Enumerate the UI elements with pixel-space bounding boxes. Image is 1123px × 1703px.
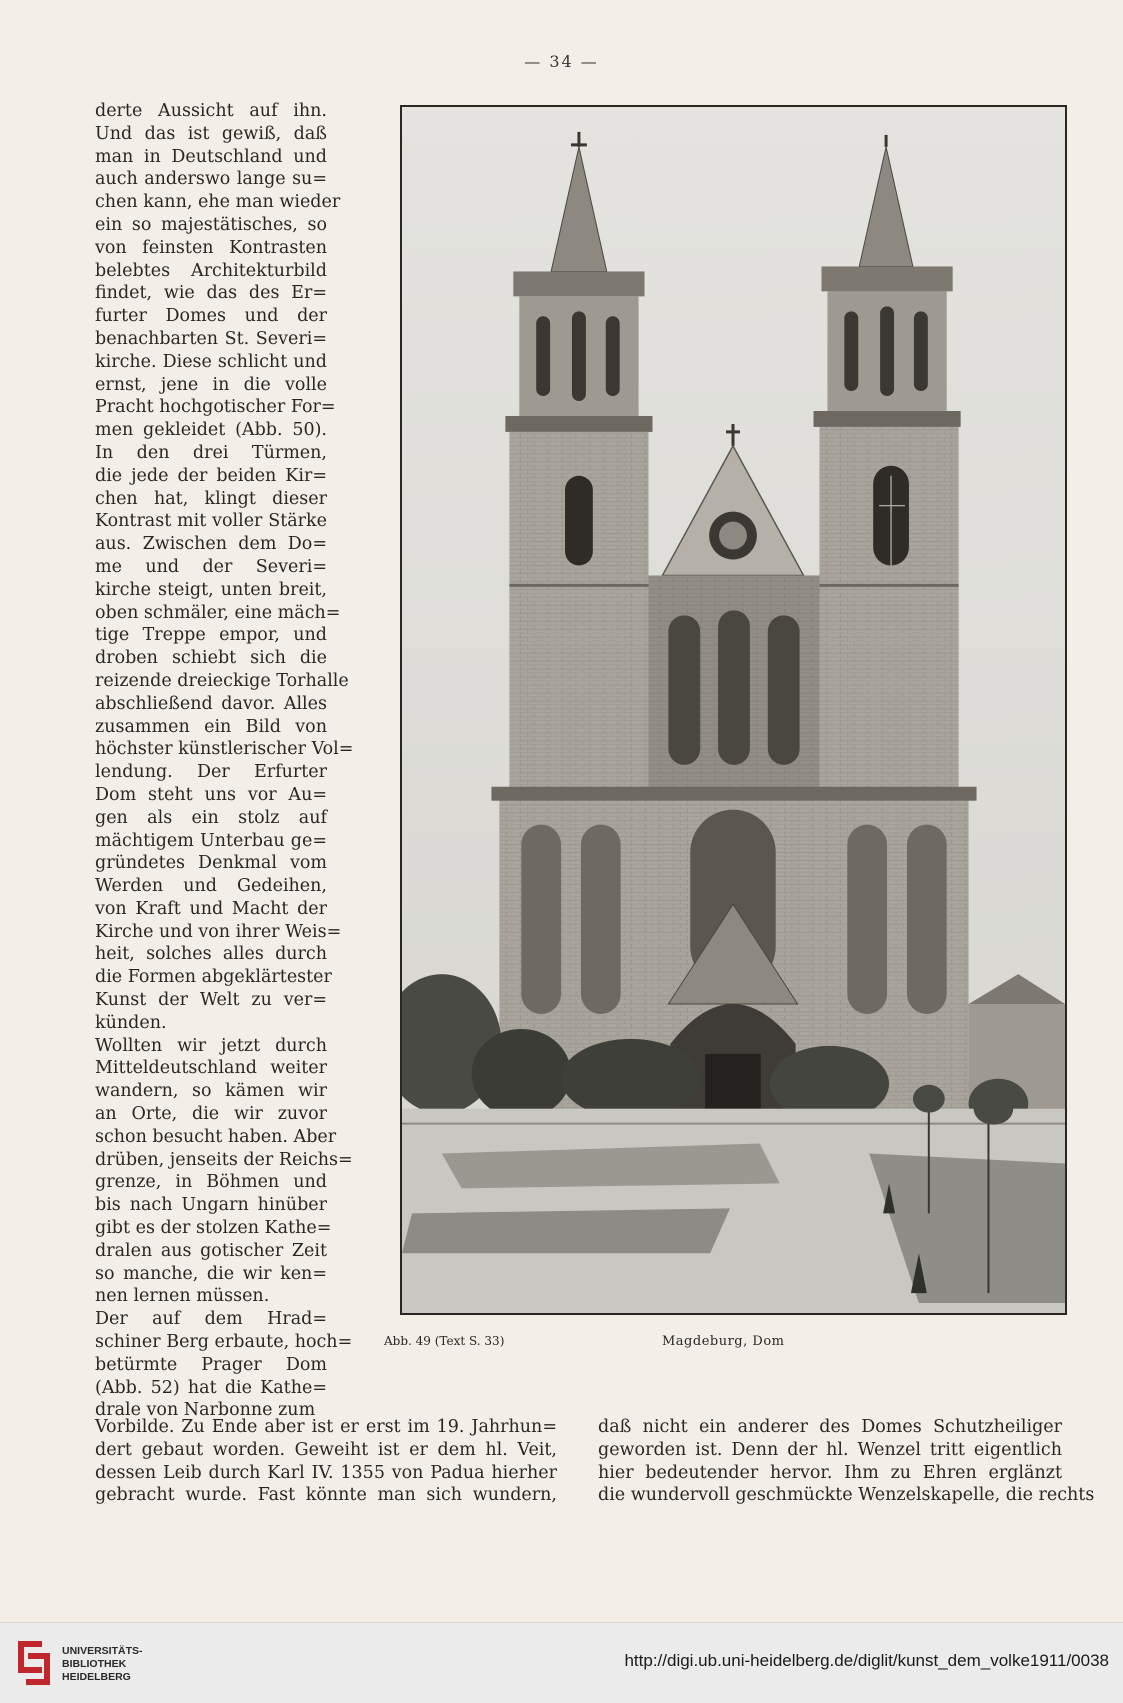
library-name-line: UNIVERSITÄTS-: [62, 1645, 143, 1657]
text-line: wandern, so kämen wir: [95, 1081, 327, 1102]
library-name-line: BIBLIOTHEK: [62, 1658, 127, 1670]
text-line: droben schiebt sich die: [95, 648, 327, 669]
text-line: furter Domes und der: [95, 306, 327, 327]
text-line: Der auf dem Hrad=: [95, 1309, 327, 1330]
text-line: Werden und Gedeihen,: [95, 876, 327, 897]
text-line: schon besucht haben. Aber: [95, 1126, 337, 1147]
text-line: aus. Zwischen dem Do=: [95, 534, 327, 555]
left-text-column: [95, 100, 354, 1422]
text-line: reizende dreieckige Torhalle: [95, 670, 349, 691]
text-line: Mitteldeutschland weiter: [95, 1058, 327, 1079]
cathedral-photo: [400, 105, 1067, 1315]
page-number: — 34 —: [524, 52, 599, 71]
text-line: von feinsten Kontrasten: [95, 237, 327, 258]
text-line: gibt es der stolzen Kathe=: [95, 1218, 332, 1239]
university-library-logo-icon: [12, 1633, 56, 1693]
text-line: dralen aus gotischer Zeit: [95, 1240, 327, 1261]
text-line: grenze, in Böhmen und: [95, 1172, 327, 1193]
text-line: kirche steigt, unten breit,: [95, 579, 327, 600]
text-line: findet, wie das des Er=: [95, 283, 327, 304]
text-line: chen hat, klingt dieser: [95, 488, 327, 509]
library-name: [62, 1645, 143, 1684]
text-line: Und das ist gewiß, daß: [95, 123, 327, 144]
text-line: drüben, jenseits der Reichs=: [95, 1149, 353, 1170]
text-line: gebracht wurde. Fast könnte man sich wundern,: [95, 1485, 557, 1506]
text-line: Kirche und von ihrer Weis=: [95, 921, 342, 942]
text-line: chen kann, ehe man wieder: [95, 192, 341, 213]
text-line: an Orte, die wir zuvor: [95, 1104, 327, 1125]
text-line: die wundervoll geschmückte Wenzelskapelle, die rechts: [598, 1485, 1095, 1506]
text-line: bis nach Ungarn hinüber: [95, 1195, 327, 1216]
text-line: abschließend davor. Alles: [95, 693, 327, 714]
text-line: Dom steht uns vor Au=: [95, 784, 327, 805]
text-line: ein so majestätisches, so: [95, 214, 327, 235]
text-line: nen lernen müssen.: [95, 1286, 270, 1307]
text-line: künden.: [95, 1012, 167, 1033]
text-line: heit, solches alles durch: [95, 944, 327, 965]
library-name-line: HEIDELBERG: [62, 1671, 131, 1683]
library-footer: [0, 1622, 1123, 1703]
text-line: geworden ist. Denn der hl. Wenzel tritt eigentlich: [598, 1439, 1062, 1460]
text-line: kirche. Diese schlicht und: [95, 351, 327, 372]
text-line: Vorbilde. Zu Ende aber ist er erst im 19. Jahrhun=: [95, 1417, 557, 1437]
text-line: gründetes Denkmal vom: [95, 853, 327, 874]
text-line: Kontrast mit voller Stärke: [95, 511, 327, 532]
figure-caption-number: Abb. 49 (Text S. 33): [384, 1334, 505, 1348]
text-line: drale von Narbonne zum: [95, 1400, 316, 1421]
text-line: die jede der beiden Kir=: [95, 465, 327, 486]
text-line: höchster künstlerischer Vol=: [95, 739, 354, 760]
text-line: dessen Leib durch Karl IV. 1355 von Padua hierher: [95, 1462, 557, 1483]
text-line: mächtigem Unterbau ge=: [95, 830, 327, 851]
text-line: Kunst der Welt zu ver=: [95, 990, 327, 1011]
text-line: derte Aussicht auf ihn.: [95, 101, 327, 121]
text-line: lendung. Der Erfurter: [95, 762, 327, 783]
text-line: zusammen ein Bild von: [95, 716, 327, 737]
bottom-left-text-column: [95, 1416, 557, 1507]
text-line: me und der Severi=: [95, 556, 327, 577]
text-line: daß nicht ein anderer des Domes Schutzheiliger: [598, 1417, 1062, 1437]
text-line: die Formen abgeklärtester: [95, 967, 332, 988]
text-line: ernst, jene in die volle: [95, 374, 327, 395]
text-line: tige Treppe empor, und: [95, 625, 327, 646]
text-line: schiner Berg erbaute, hoch=: [95, 1332, 353, 1353]
text-line: Wollten wir jetzt durch: [95, 1035, 327, 1056]
text-line: benachbarten St. Severi=: [95, 328, 327, 349]
text-line: von Kraft und Macht der: [95, 898, 327, 919]
figure-caption-title: Magdeburg, Dom: [662, 1334, 785, 1349]
text-line: (Abb. 52) hat die Kathe=: [95, 1377, 327, 1398]
text-line: hier bedeutender hervor. Ihm zu Ehren erglänzt: [598, 1462, 1062, 1483]
magdeburg-cathedral-illustration: [402, 107, 1065, 1313]
text-line: belebtes Architekturbild: [95, 260, 327, 281]
text-line: auch anderswo lange su=: [95, 169, 327, 190]
text-line: Pracht hochgotischer For=: [95, 397, 336, 418]
text-line: In den drei Türmen,: [95, 442, 327, 463]
bottom-right-text-column: [598, 1416, 1095, 1507]
source-url-link[interactable]: http://digi.ub.uni-heidelberg.de/diglit/kunst_dem_volke1911/0038: [624, 1651, 1109, 1670]
text-line: oben schmäler, eine mäch=: [95, 602, 341, 623]
text-line: man in Deutschland und: [95, 146, 327, 167]
text-line: so manche, die wir ken=: [95, 1263, 327, 1284]
text-line: dert gebaut worden. Geweiht ist er dem hl. Veit,: [95, 1439, 557, 1460]
text-line: gen als ein stolz auf: [95, 807, 327, 828]
text-line: men gekleidet (Abb. 50).: [95, 420, 327, 441]
text-line: betürmte Prager Dom: [95, 1354, 327, 1375]
